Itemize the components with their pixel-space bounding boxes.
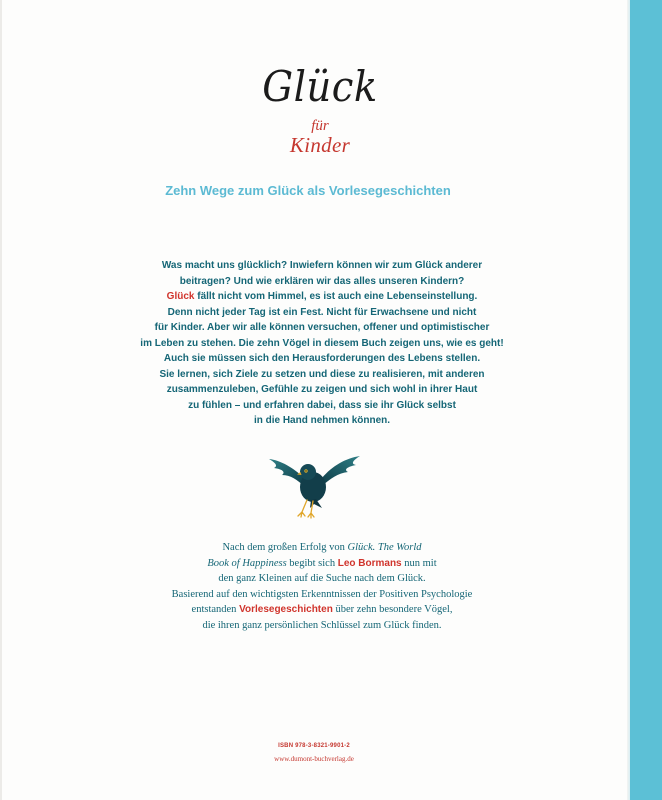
book-spine: [630, 0, 662, 800]
publisher-website: www.dumont-buchverlag.de: [274, 755, 354, 763]
blurb-line: Was macht uns glücklich? Inwiefern können wir zum Glück anderer: [161, 260, 483, 271]
blurb-text: [102, 258, 542, 429]
blurb-line: beitragen? Und wie erklären wir das alles unseren Kindern?: [179, 275, 465, 287]
book-reference: Book of Happiness: [207, 557, 287, 569]
blurb-line: im Leben zu stehen. Die zehn Vögel in diesem Buch zeigen uns, wie es geht!: [140, 337, 504, 349]
blurb-line-rest: fällt nicht vom Himmel, es ist auch eine Lebenseinstellung.: [194, 291, 478, 302]
isbn: ISBN 978-3-8321-9901-2: [278, 743, 350, 749]
bird-illustration: [264, 450, 364, 525]
about-line: [102, 556, 542, 572]
about-line-text: über zehn besondere Vögel,: [332, 604, 453, 616]
book-title: Glück: [262, 62, 378, 111]
blurb-line: Auch sie müssen sich den Herausforderungen des Lebens stellen.: [163, 353, 481, 364]
blurb-line: [102, 289, 542, 305]
about-line: [102, 602, 542, 618]
about-line-text: Nach dem großen Erfolg von: [222, 542, 348, 553]
author-name: Leo Bormans: [337, 557, 402, 569]
blurb-line: Sie lernen, sich Ziele zu setzen und diese zu realisieren, mit anderen: [159, 368, 485, 380]
blurb-line: zu fühlen – und erfahren dabei, dass sie ihr Glück selbst: [188, 399, 456, 411]
about-text: [102, 540, 542, 634]
book-title-sub: Kinder: [289, 133, 351, 157]
book-subtitle: Zehn Wege zum Glück als Vorlesegeschichten: [165, 183, 451, 198]
about-line-text: begibt sich: [286, 557, 338, 569]
about-line-text: entstanden: [191, 604, 240, 616]
about-line: [102, 540, 542, 556]
book-reference: Glück. The World: [347, 542, 422, 553]
blurb-line: in die Hand nehmen können.: [253, 415, 391, 426]
blurb-line: für Kinder. Aber wir alle können versuchen, offener und optimistischer: [154, 322, 490, 333]
book-title-small: für: [311, 118, 329, 134]
about-line: Basierend auf den wichtigsten Erkenntnissen der Positiven Psychologie: [171, 588, 473, 600]
about-line: die ihren ganz persönlichen Schlüssel zum Glück finden.: [202, 619, 442, 631]
about-highlight: Vorlesegeschichten: [239, 604, 333, 616]
about-line: den ganz Kleinen auf die Suche nach dem Glück.: [218, 573, 426, 585]
blurb-line: zusammenzuleben, Gefühle zu zeigen und sich wohl in ihrer Haut: [166, 384, 478, 395]
about-line-text: nun mit: [401, 557, 437, 569]
blurb-line: Denn nicht jeder Tag ist ein Fest. Nicht für Erwachsene und nicht: [167, 306, 477, 318]
blurb-highlight: Glück: [166, 291, 195, 302]
